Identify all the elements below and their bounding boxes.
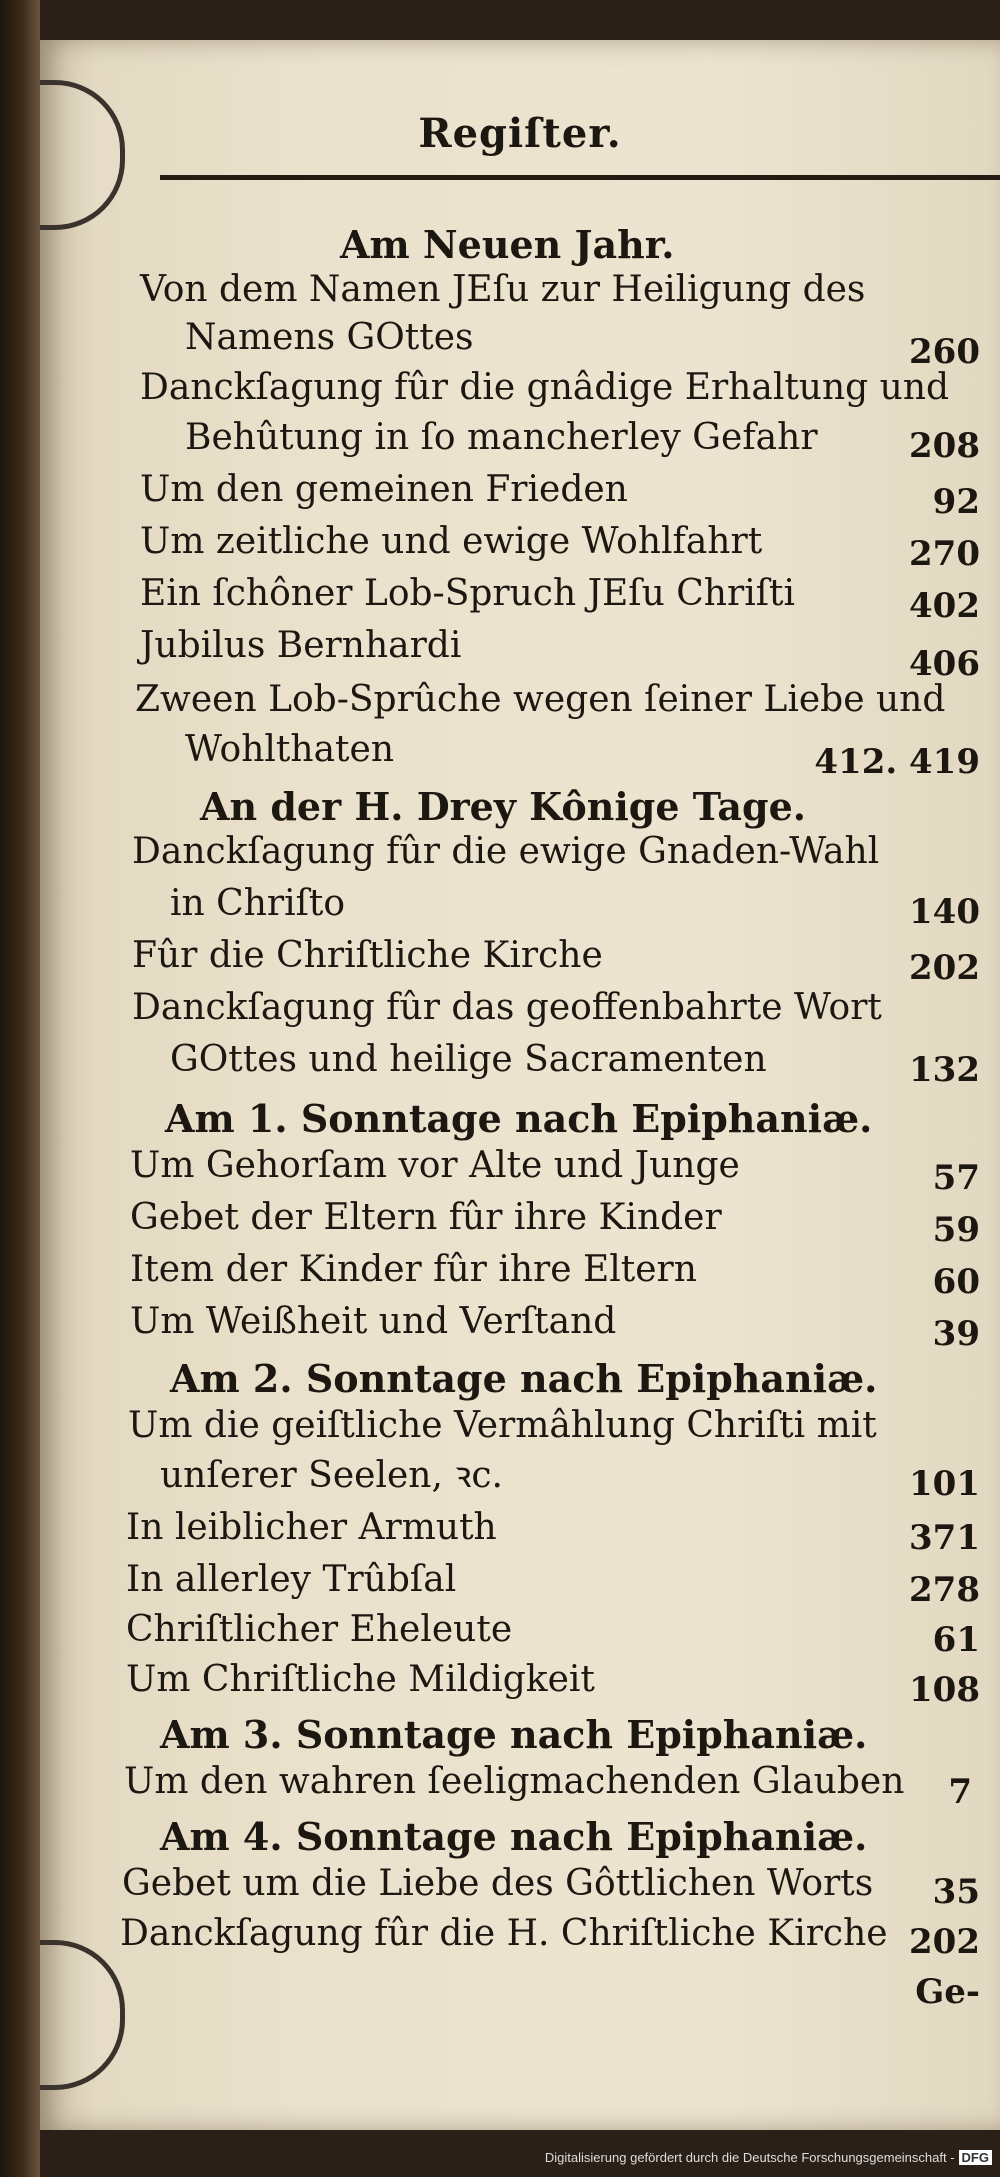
entry-page: 57	[932, 1158, 980, 1198]
entry-line: Wohlthaten	[185, 729, 395, 770]
entry-page: 406	[909, 644, 980, 684]
entry-page: 59	[932, 1210, 980, 1250]
entry-line: Jubilus Bernhardi	[140, 625, 462, 666]
page-header: Regiſter.	[418, 110, 622, 157]
entry-page: 61	[932, 1620, 980, 1660]
entry-line: Von dem Namen JEſu zur Heiligung des	[140, 269, 866, 310]
entry-page: 402	[909, 586, 980, 626]
entry-page: 270	[909, 534, 980, 574]
entry-line: unſerer Seelen, ꝛc.	[160, 1455, 503, 1496]
entry-line: Um Gehorſam vor Alte und Junge	[130, 1145, 740, 1186]
entry-page: 7	[948, 1772, 972, 1812]
entry-line: Gebet der Eltern fûr ihre Kinder	[130, 1197, 722, 1238]
footer-text: Digitalisierung gefördert durch die Deutsche Forschungsgemeinschaft -	[544, 2150, 955, 2165]
entry-line: In allerley Trûbſal	[126, 1559, 457, 1600]
entry-line: Um Weißheit und Verſtand	[130, 1301, 617, 1342]
entry-line: Um Chriſtliche Mildigkeit	[126, 1659, 595, 1700]
entry-page: 108	[909, 1670, 980, 1710]
section-heading: Am Neuen Jahr.	[340, 222, 675, 267]
entry-line: Chriſtlicher Eheleute	[126, 1609, 513, 1650]
entry-page: 260	[909, 332, 980, 372]
entry-page: 202	[909, 1922, 980, 1962]
entry-page: 202	[909, 948, 980, 988]
entry-line: Danckſagung fûr die ewige Gnaden-Wahl	[132, 831, 880, 872]
entry-line: Um zeitliche und ewige Wohlfahrt	[140, 521, 763, 562]
entry-page: 371	[909, 1518, 980, 1558]
entry-page: 35	[932, 1872, 980, 1912]
header-rule	[160, 175, 1000, 180]
entry-line: Fûr die Chriſtliche Kirche	[132, 935, 603, 976]
entry-line: Zween Lob-Sprûche wegen ſeiner Liebe und	[135, 679, 946, 720]
section-heading: An der H. Drey Kônige Tage.	[200, 784, 806, 829]
catchword: Ge-	[915, 1972, 980, 2012]
section-heading: Am 1. Sonntage nach Epiphaniæ.	[165, 1096, 873, 1141]
entry-line: Ein ſchôner Lob-Spruch JEſu Chriſti	[140, 573, 796, 614]
entry-line: Behûtung in ſo mancherley Gefahr	[185, 417, 818, 458]
section-heading: Am 2. Sonntage nach Epiphaniæ.	[170, 1356, 878, 1401]
entry-page: 140	[909, 892, 980, 932]
entry-page: 92	[932, 482, 980, 522]
entry-line: GOttes und heilige Sacramenten	[170, 1039, 767, 1080]
entry-page: 60	[932, 1262, 980, 1302]
entry-line: Danckſagung fûr die H. Chriſtliche Kirche	[120, 1913, 888, 1954]
entry-page: 412. 419	[814, 742, 980, 782]
book-spine	[0, 0, 40, 2177]
entry-line: Um den gemeinen Frieden	[140, 469, 628, 510]
digitization-footer	[545, 2150, 992, 2165]
entry-line: Um den wahren ſeeligmachenden Glauben	[124, 1761, 905, 1802]
entry-page: 132	[909, 1050, 980, 1090]
entry-line: Danckſagung fûr das geoffenbahrte Wort	[132, 987, 882, 1028]
entry-line: Gebet um die Liebe des Gôttlichen Worts	[122, 1863, 874, 1904]
dfg-logo: DFG	[959, 2150, 992, 2165]
entry-line: in Chriſto	[170, 883, 346, 924]
entry-line: In leiblicher Armuth	[126, 1507, 497, 1548]
entry-page: 278	[909, 1570, 980, 1610]
section-heading: Am 3. Sonntage nach Epiphaniæ.	[160, 1712, 868, 1757]
entry-line: Item der Kinder fûr ihre Eltern	[130, 1249, 697, 1290]
entry-line: Danckſagung fûr die gnâdige Erhaltung und	[140, 367, 950, 408]
section-heading: Am 4. Sonntage nach Epiphaniæ.	[160, 1814, 868, 1859]
page-clip-bottom	[40, 1940, 125, 2090]
entry-page: 39	[932, 1314, 980, 1354]
entry-page: 208	[909, 426, 980, 466]
entry-page: 101	[909, 1464, 980, 1504]
entry-line: Um die geiſtliche Vermâhlung Chriſti mit	[128, 1405, 877, 1446]
book-page	[40, 40, 1000, 2130]
entry-line: Namens GOttes	[185, 317, 474, 358]
